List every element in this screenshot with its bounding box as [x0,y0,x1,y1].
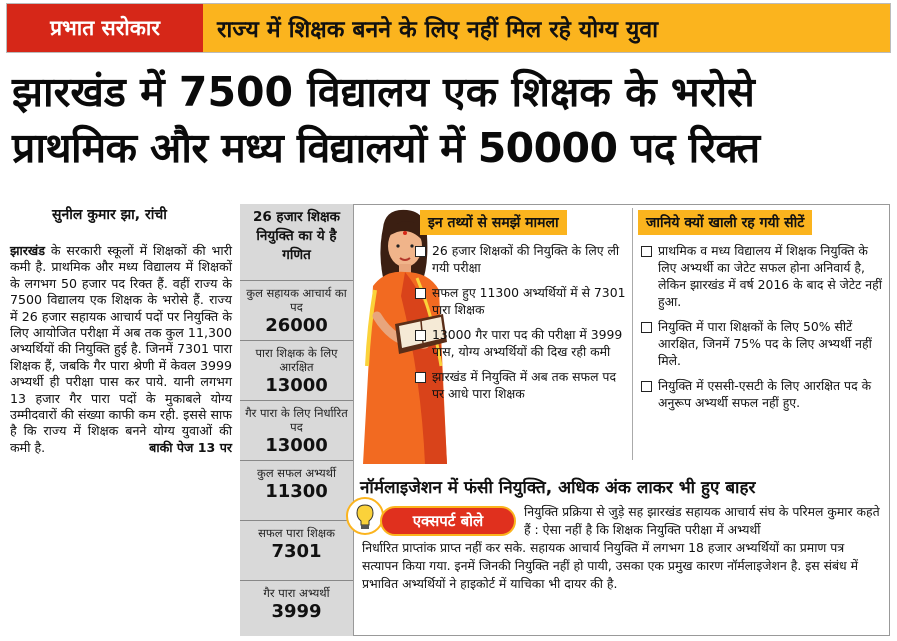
reasons-list [638,242,886,411]
stat-value: 13000 [265,435,328,456]
stat-value: 3999 [271,601,322,622]
continue-link[interactable]: बाकी पेज 13 पर [149,439,232,455]
list-item: नियुक्ति में एससी-एसटी के लिए आरक्षित पद के अनुरूप अभ्यर्थी सफल नहीं हुए. [638,377,886,411]
expert-quote: नियुक्ति प्रक्रिया से जुड़े सह झारखंड सहायक आचार्य संघ के परिमल कुमार कहते हैं : ऐसा नहीं है कि शिक्षक नियुक्ति परीक्षा में अभ्यर्थी [524,504,880,537]
article-body [10,243,232,635]
top-banner [6,3,891,53]
stat-item [240,520,353,580]
stat-value: 11300 [265,481,328,502]
list-item: प्राथमिक व मध्य विद्यालय में शिक्षक नियुक्ति के लिए अभ्यर्थी का जेटेट सफल होना अनिवार्य है, लेकिन झारखंड में वर्ष 2016 के बाद से जेटेट नहीं हुआ. [638,242,886,310]
column-divider [632,208,633,460]
reasons-section [638,210,886,419]
stat-item [240,280,353,340]
stat-label: कुल सहायक आचार्य का पद [246,286,347,314]
body-lead: झारखंड [10,243,45,258]
banner-heading: राज्य में शिक्षक बनने के लिए नहीं मिल रहे योग्य युवा [203,4,890,52]
facts-section [412,210,630,410]
stat-item [240,460,353,520]
headline-line-1: झारखंड में 7500 विद्यालय एक शिक्षक के भरोसे [12,68,755,116]
stat-value: 13000 [265,375,328,396]
stat-item [240,400,353,460]
stat-label: गैर पारा अभ्यर्थी [263,586,330,600]
list-item: 13000 गैर पारा पद की परीक्षा में 3999 पास, योग्य अभ्यर्थियों की दिख रही कमी [412,326,630,360]
headline-line-2: प्राथमिक और मध्य विद्यालयों में 50000 पद रिक्त [12,124,760,172]
stat-label: सफल पारा शिक्षक [258,526,335,540]
stats-column [240,204,354,636]
list-item: झारखंड में नियुक्ति में अब तक सफल पद पर आधे पारा शिक्षक [412,368,630,402]
stat-item [240,340,353,400]
normalization-title: नॉर्मलाइजेशन में फंसी नियुक्ति, अधिक अंक लाकर भी हुए बाहर [360,478,756,498]
lightbulb-icon [345,496,385,536]
facts-title: इन तथ्यों से समझें मामला [420,210,567,235]
stat-value: 7301 [271,541,322,562]
section-tag: प्रभात सरोकार [7,4,203,52]
stats-heading: 26 हजार शिक्षक नियुक्ति का ये है गणित [252,209,341,263]
expert-label: एक्सपर्ट बोले [380,506,516,536]
body-text: के सरकारी स्कूलों में शिक्षकों की भारी कमी है. प्राथमिक और मध्य विद्यालय में शिक्षकों के लगभग 50 हजार पद रिक्त हैं. वहीं राज्य के 7500 विद्यालय एक शिक्षक के भरोसे हैं. राज्य में 26 हजार सहायक आचार्य पदों पर नियुक्ति के लिए आयोजित परीक्षा में अब तक कुल 11,300 अभ्यर्थियों की नियुक्ति हुई है. जिनमें 7301 पारा शिक्षक हैं, जबकि गैर पारा श्रेणी में केवल 3999 अभ्यर्थी ही परीक्षा पास कर पाये. यानी लगभग 13 हजार गैर पारा पदों के मुकाबले योग्य उम्मीदवारों की संख्या काफी कम रही. इससे साफ है कि राज्य में शिक्षक बनने योग्य युवाओं की कमी है. [10,243,232,455]
stat-value: 26000 [265,315,328,336]
reasons-title: जानिये क्यों खाली रह गयी सीटें [638,210,812,235]
list-item: सफल हुए 11300 अभ्यर्थियों में से 7301 पारा शिक्षक [412,284,630,318]
stat-label: कुल सफल अभ्यर्थी [257,466,336,480]
stat-label: गैर पारा के लिए निर्धारित पद [245,406,348,434]
list-item: 26 हजार शिक्षकों की नियुक्ति के लिए ली गयी परीक्षा [412,242,630,276]
expert-quote-continued: निर्धारित प्राप्तांक प्राप्त नहीं कर सके. सहायक आचार्य नियुक्ति में लगभग 18 हजार अभ्यर्थियों का प्रमाण पत्र सत्यापन किया गया. इनमें जिनकी नियुक्ति नहीं हो पायी, उसका एक प्रमुख कारण नॉर्मलाइजेशन है. इस संबंध में प्रभावित अभ्यर्थियों ने हाइकोर्ट में याचिका भी दायर की है. [362,540,859,591]
list-item: नियुक्ति में पारा शिक्षकों के लिए 50% सीटें आरक्षित, जिनमें 75% पद के लिए अभ्यर्थी नहीं मिले. [638,318,886,369]
stat-label: पारा शिक्षक के लिए आरक्षित [255,346,338,374]
facts-list [412,242,630,402]
byline: सुनील कुमार झा, रांची [52,207,167,223]
stat-item [240,580,353,640]
main-headline [12,64,892,176]
